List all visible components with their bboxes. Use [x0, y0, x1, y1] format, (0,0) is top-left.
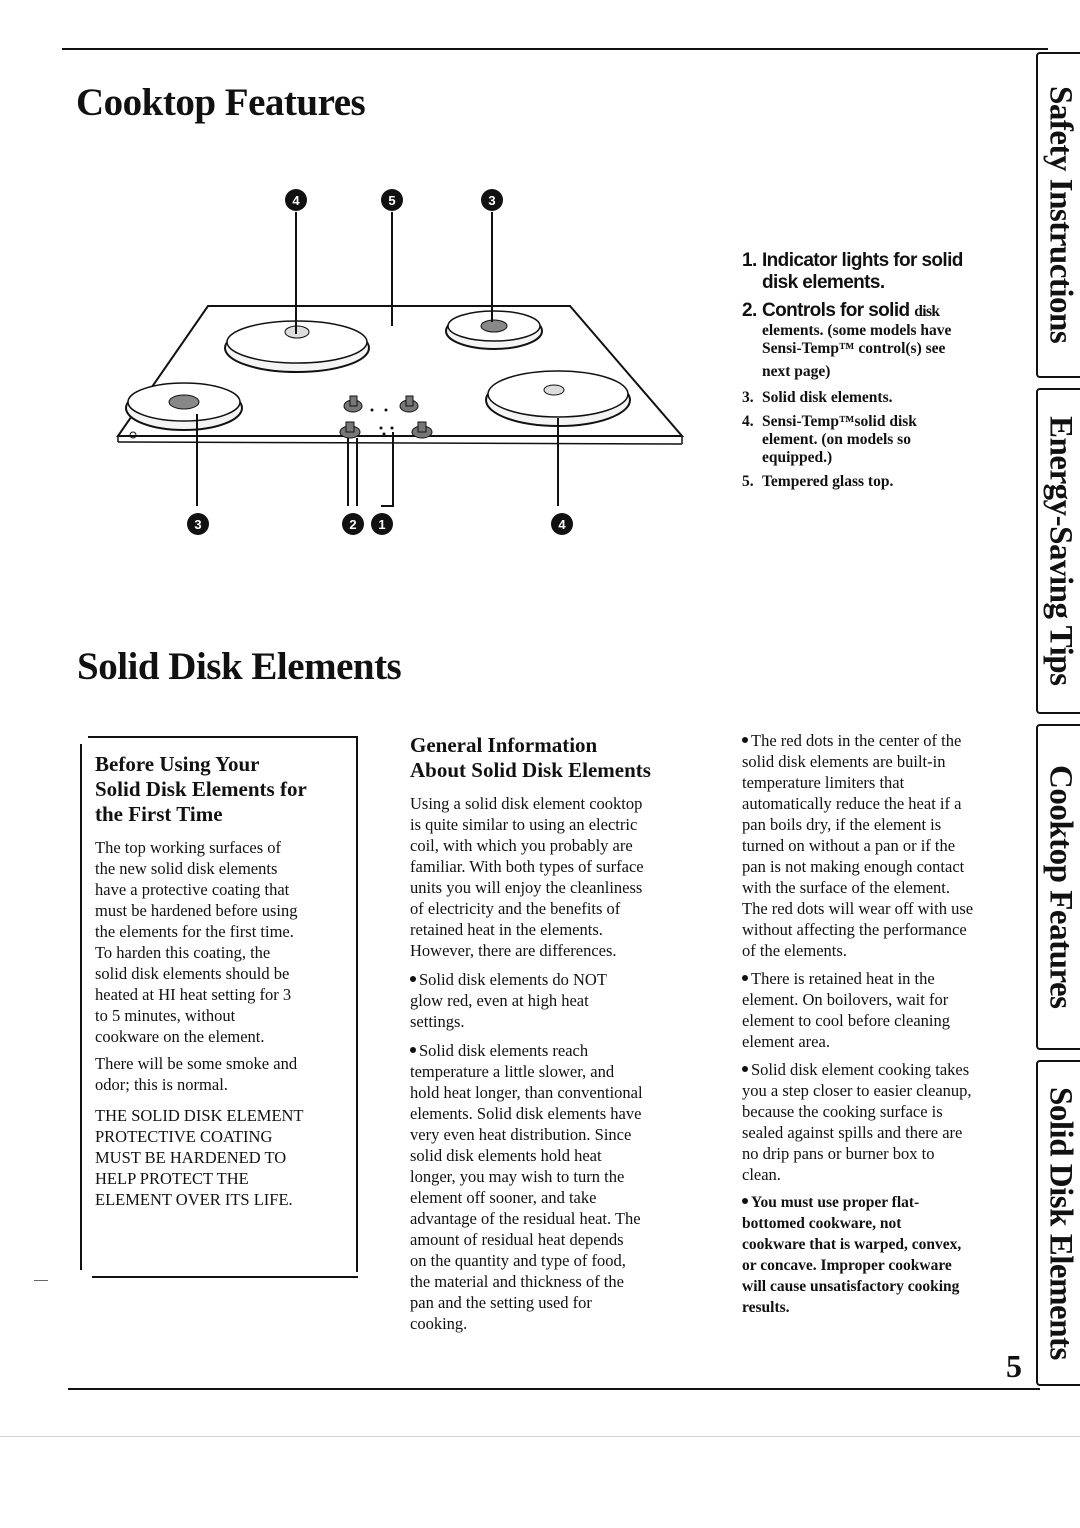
callout-1-bottom — [371, 513, 393, 535]
right-info-column — [742, 730, 1027, 1318]
cooktop-diagram — [100, 180, 700, 550]
top-rule — [62, 48, 1048, 50]
before-using-title: Before Using Your Solid Disk Elements for the First Time — [95, 752, 307, 826]
page-number: 5 — [1006, 1348, 1022, 1384]
callout-5-top — [381, 189, 403, 211]
callout-4-top — [285, 189, 307, 211]
sensi-temp-disk-element-front-left — [126, 383, 242, 430]
callout-3-bottom — [187, 513, 209, 535]
scan-edge-line — [0, 1436, 1080, 1437]
sensi-temp-disk-element-rear-right — [446, 311, 542, 349]
part-3: 3. Solid disk elements. — [742, 389, 893, 406]
right-bullet-3: Solid disk element cooking takes you a step closer to easier cleanup, because the cooking surface is sealed against spills and there are no drip pans or burner box to clean. — [742, 1060, 972, 1184]
glass-front-edge — [118, 442, 682, 444]
svg-text:3: 3 — [488, 193, 496, 208]
bullet-icon — [742, 1198, 748, 1204]
general-info-bullet-2: Solid disk elements reach temperature a little slower, and hold heat longer, than conventional elements. Solid disk elements have very even heat distribution. Since solid disk elements hold heat longer, you may wish to turn the element off sooner, and take advantage of the residual heat. The amount of residual heat depends on the quantity and type of food, the material and thickness of the pan and the setting used for cooking. — [410, 1041, 643, 1333]
svg-text:4: 4 — [292, 193, 300, 208]
svg-text:4: 4 — [558, 517, 566, 532]
before-using-paragraph-1: The top working surfaces of the new solid disk elements have a protective coating that must be hardened before using the elements for the first time. To harden this coating, the solid disk elements should be heated at HI heat setting for 3 to 5 minutes, without cookware on the element. — [95, 838, 298, 1046]
bullet-icon — [410, 976, 416, 982]
general-info-bullet-1: Solid disk elements do NOT glow red, even at high heat settings. — [410, 970, 607, 1031]
margin-mark — [34, 1280, 48, 1281]
bullet-icon — [410, 1047, 416, 1053]
tab-safety-instructions[interactable]: Safety Instructions — [1036, 52, 1080, 378]
right-bullet-4-warning: You must use proper flat- bottomed cookware, not cookware that is warped, convex, or concave. Improper cookware will cause unsatisfactory cooking results. — [742, 1194, 962, 1316]
right-bullet-1: The red dots in the center of the solid disk elements are built-in temperature limiters that automatically reduce the heat if a pan boils dry, if the element is turned on without a pan or if the pan is not making enough contact with the surface of the element. The red dots will wear off with use without affecting the performance of the elements. — [742, 731, 974, 960]
svg-text:1: 1 — [378, 517, 386, 532]
tab-cooktop-features[interactable]: Cooktop Features — [1036, 724, 1080, 1050]
general-info-column — [410, 733, 695, 1334]
solid-disk-element-front-right — [486, 371, 630, 426]
before-using-paragraph-2: There will be some smoke and odor; this is normal. — [95, 1054, 298, 1094]
part-1: 1. Indicator lights for solid disk elements. — [742, 250, 963, 293]
callout-3-top — [481, 189, 503, 211]
part-5: 5. Tempered glass top. — [742, 473, 894, 490]
svg-text:3: 3 — [194, 517, 202, 532]
callout-4-bottom — [551, 513, 573, 535]
solid-disk-elements-title: Solid Disk Elements — [77, 645, 402, 688]
cooktop-features-title: Cooktop Features — [76, 81, 366, 124]
part-2: 2. Controls for solid disk elements. (some models have Sensi-Temp™ control(s) see next page) — [742, 300, 952, 380]
part-4: 4. Sensi-Temp™solid disk element. (on models so equipped.) — [742, 413, 917, 466]
tab-solid-disk-elements[interactable]: Solid Disk Elements — [1036, 1060, 1080, 1386]
parts-list — [742, 250, 1012, 497]
general-info-title: General Information About Solid Disk Elements — [410, 733, 651, 782]
svg-text:2: 2 — [349, 517, 357, 532]
tab-energy-saving-tips[interactable]: Energy-Saving Tips — [1036, 388, 1080, 714]
general-info-intro: Using a solid disk element cooktop is quite similar to using an electric coil, with which you probably are familiar. With both types of surface units you will enjoy the cleanliness of electricity and the benefits of retained heat in the elements. However, there are differences. — [410, 794, 644, 960]
bullet-icon — [742, 975, 748, 981]
bullet-icon — [742, 1066, 748, 1072]
bullet-icon — [742, 737, 748, 743]
bottom-rule — [68, 1388, 1040, 1390]
before-using-caps-note: THE SOLID DISK ELEMENT PROTECTIVE COATING MUST BE HARDENED TO HELP PROTECT THE ELEMENT OVER ITS LIFE. — [95, 1106, 304, 1209]
callout-2-bottom — [342, 513, 364, 535]
before-using-box — [80, 736, 358, 1278]
svg-text:5: 5 — [388, 193, 396, 208]
right-bullet-2: There is retained heat in the element. On boilovers, wait for element to cool before cleaning element area. — [742, 969, 950, 1051]
